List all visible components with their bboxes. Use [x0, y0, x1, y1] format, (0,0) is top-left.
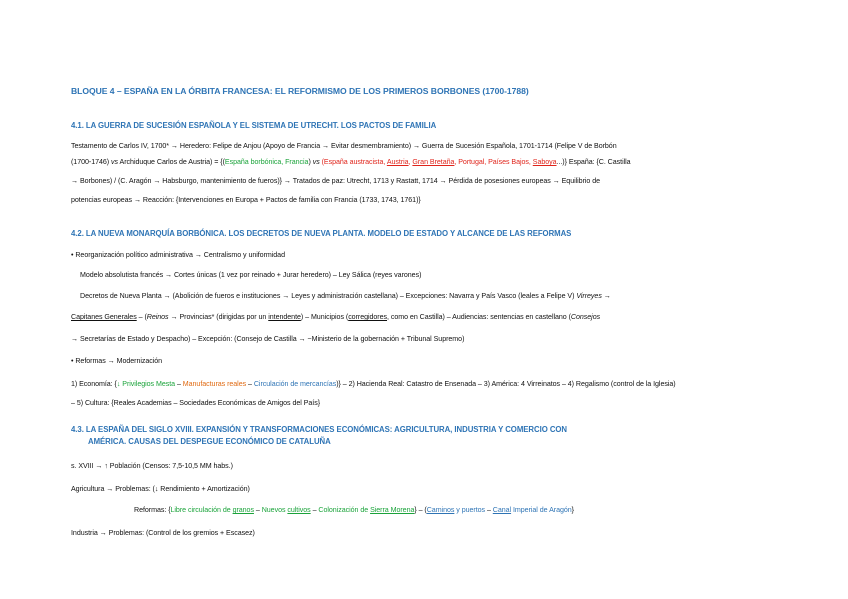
s41-line-3: → Borbones) / (C. Aragón → Habsburgo, mantenimiento de fueros)} → Tratados de paz: Utrecht, 1713 y Rastatt, 1714 → Pérdida de posesiones europeas → Equilibrio de	[71, 177, 601, 185]
page-title: BLOQUE 4 – ESPAÑA EN LA ÓRBITA FRANCESA: EL REFORMISMO DE LOS PRIMEROS BORBONES (1700-1788)	[71, 86, 529, 96]
text: Decretos de Nueva Planta → (Abolición de fueros e instituciones → Leyes y administración castellana) – Excepciones: Navarra y País Vasco (leales a Felipe V)	[80, 292, 577, 300]
text: –	[485, 506, 493, 514]
text: –	[310, 506, 319, 514]
s41-line-4: potencias europeas → Reacción: {Intervenciones en Europa + Pactos de familia con Francia (1733, 1743, 1761)}	[71, 196, 421, 204]
text: Reformas: {	[134, 506, 171, 514]
text: Reinos	[146, 313, 169, 321]
s42-modelo: Modelo absolutista francés → Cortes únicas (1 vez por reinado + Jurar heredero) – Ley Sálica (reyes varones)	[80, 271, 422, 279]
text: Libre circulación de	[170, 506, 233, 514]
text: Capitanes Generales	[71, 313, 137, 321]
text: Archiduque Carlos de Austria) = {(	[118, 158, 225, 166]
section-4-2-heading: 4.2. LA NUEVA MONARQUÍA BORBÓNICA. LOS DECRETOS DE NUEVA PLANTA. MODELO DE ESTADO Y ALCANCE DE LAS REFORMAS	[71, 229, 572, 238]
text: Manufacturas reales	[182, 380, 247, 388]
text: (España austracista,	[319, 158, 387, 166]
text: →	[601, 292, 611, 300]
s42-decretos-3: → Secretarías de Estado y Despacho) – Excepción: (Consejo de Castilla → ~Ministerio de la gobernación + Tribunal Supremo)	[71, 335, 465, 343]
text: ,	[408, 158, 413, 166]
text: ↓ Privilegios Mesta	[116, 380, 176, 388]
text: –	[253, 506, 262, 514]
text: ) – Municipios (	[300, 313, 349, 321]
text: , Portugal, Países Bajos,	[454, 158, 533, 166]
s43-poblacion: s. XVIII → ↑ Población (Censos: 7,5-10,5 MM habs.)	[71, 462, 233, 470]
s43-industria: Industria → Problemas: (Control de los gremios + Escasez)	[71, 529, 255, 537]
s42-reformas-2: – 5) Cultura: {Reales Academias – Sociedades Económicas de Amigos del País}	[71, 399, 321, 407]
s42-bullet-2: • Reformas → Modernización	[71, 357, 163, 365]
text: –	[246, 380, 254, 388]
text: } – (	[414, 506, 427, 514]
text: Austria	[386, 158, 409, 166]
text: – (	[136, 313, 147, 321]
text: intendente	[268, 313, 301, 321]
section-4-3-heading-cont: AMÉRICA. CAUSAS DEL DESPEGUE ECONÓMICO DE CATALUÑA	[88, 437, 331, 446]
text: }	[571, 506, 574, 514]
text: Virreyes	[576, 292, 602, 300]
s43-agricultura: Agricultura → Problemas: (↓ Rendimiento + Amortización)	[71, 485, 250, 493]
s42-decretos-1	[80, 292, 611, 301]
section-4-3-heading: 4.3. LA ESPAÑA DEL SIGLO XVIII. EXPANSIÓN Y TRANSFORMACIONES ECONÓMICAS: AGRICULTURA, INDUSTRIA Y COMERCIO CON	[71, 425, 568, 434]
text: , como en Castilla) – Audiencias: sentencias en castellano (	[387, 313, 571, 321]
text: (1700-1746)	[71, 158, 112, 166]
text: España borbónica, Francia	[224, 158, 309, 166]
s41-line-1: Testamento de Carlos IV, 1700* → Heredero: Felipe de Anjou (Apoyo de Francia → Evitar desmembramiento) → Guerra de Sucesión Española, 1701-1714 (Felipe V de Borbón	[71, 142, 617, 150]
text: )	[308, 158, 313, 166]
text: granos	[232, 506, 254, 514]
text: Colonización de	[318, 506, 371, 514]
text: Canal	[492, 506, 512, 514]
text: corregidores	[348, 313, 388, 321]
text: –	[175, 380, 183, 388]
text: → Provincias* (dirigidas por un	[168, 313, 269, 321]
s43-reformas	[134, 506, 574, 515]
text: vs	[312, 158, 320, 166]
text: cultivos	[287, 506, 311, 514]
text: Imperial de Aragón	[511, 506, 572, 514]
section-4-1-heading: 4.1. LA GUERRA DE SUCESIÓN ESPAÑOLA Y EL SISTEMA DE UTRECHT. LOS PACTOS DE FAMILIA	[71, 121, 437, 130]
text: Sierra Morena	[370, 506, 415, 514]
text: vs	[111, 158, 119, 166]
text: Consejos	[570, 313, 601, 321]
s41-line-2	[71, 158, 631, 167]
s42-decretos-2	[71, 313, 600, 322]
text: Saboya	[532, 158, 557, 166]
text: Nuevos	[261, 506, 288, 514]
text: Gran Bretaña	[412, 158, 455, 166]
s42-reformas-1	[71, 380, 676, 389]
text: )} – 2) Hacienda Real: Catastro de Ensenada – 3) América: 4 Virreinatos – 4) Regalismo (control de la Iglesia)	[336, 380, 676, 388]
text: Circulación de mercancías	[253, 380, 337, 388]
text: 1) Economía: {	[71, 380, 117, 388]
s42-bullet-1: • Reorganización político administrativa → Centralismo y uniformidad	[71, 251, 285, 259]
text: ...)} España: {C. Castilla	[556, 158, 631, 166]
text: y puertos	[454, 506, 486, 514]
text: Caminos	[426, 506, 455, 514]
